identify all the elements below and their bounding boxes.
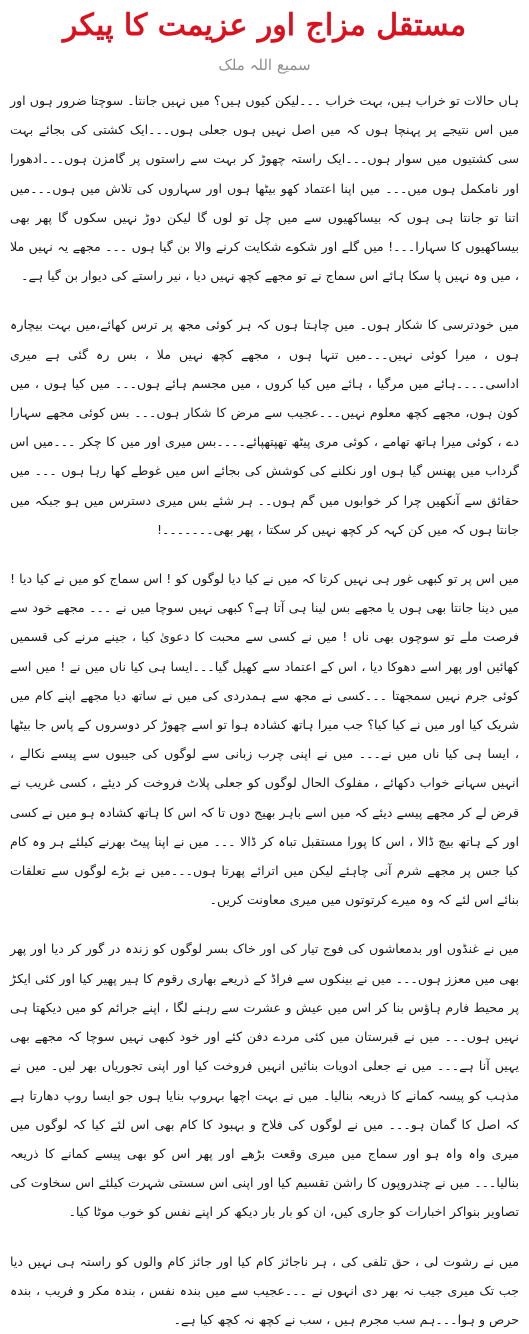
article-body (10, 86, 519, 1334)
article-paragraph: میں اس پر تو کبھی غور ہی نہیں کرتا کہ میں نے کیا دیا لوگوں کو ! اس سماج کو میں نے کیا دیا ! میں دینا جانتا بھی ہوں یا مجھے بس لینا ہی آتا ہے؟ کبھی نہیں سوچا میں نے ۔۔۔ مجھے خود سے فرصت ملے تو سوچوں بھی ناں ! میں نے کسی سے محبت کا دعویٰ کیا ، جینے مرنے کی قسمیں کھائیں اور پھر اسے دھوکا دیا ، اس کے اعتماد سے کھیل گیا۔۔۔ایسا ہی کیا ناں میں نے ! میں اسے کوئی جرم نہیں سمجھتا ۔۔۔کسی نے مجھ سے ہمدردی کی میں نے ساتھ دیا مجھے اپنے کام میں شریک کیا اور میں نے کیا کیا؟ جب میرا ہاتھ کشادہ ہوا تو اسے چھوڑ کر دوسروں کے پاس جا بیٹھا ، ایسا ہی کیا ناں میں نے۔۔۔ میں نے اپنی چرب زبانی سے لوگوں کی جیبوں سے پیسے نکالے ، انہیں سہانے خواب دکھائے ، مفلوک الحال لوگوں کو جعلی پلاٹ فروخت کر دیئے ، کسی غریب نے قرض لے کر مجھے پیسے دیئے کہ میں اسے باہر بھیج دوں تا کہ اس کا ہاتھ کشادہ ہو میں نے کسی اور کے ہاتھ بیچ ڈالا ، اس کا پورا مستقبل تباہ کر ڈالا ۔۔۔ میں نے اپنا پیٹ بھرنے کیلئے ہر وہ کام کیا جس پر مجھے شرم آنی چاہئے لیکن میں اترائے پھرتا ہوں۔۔۔میں نے بڑے لوگوں سے تعلقات بنائے اس لئے کہ وہ میرے کرتوتوں میں میری معاونت کریں۔ (10, 571, 519, 908)
article-paragraph: میں خودترسی کا شکار ہوں۔ میں چاہتا ہوں کہ ہر کوئی مجھ پر ترس کھائے،میں بہت بیچارہ ہوں ، میرا کوئی نہیں۔۔۔میں تنہا ہوں ، مجھے کچھ نہیں ملا ، بس رہ گئی ہے میری اداسی۔۔۔۔ہائے میں مرگیا ، ہائے میں کیا کروں ، میں مجسم ہائے ہوں۔۔۔ میں کیا ہوں ، میں کون ہوں، مجھے کچھ معلوم نہیں۔۔۔عجیب سے مرض کا شکار ہوں۔۔۔ بس کوئی مجھے سہارا دے ، کوئی میرا ہاتھ تھامے ، کوئی مری پیٹھ تھپتھپائے۔۔۔۔بس میری اور میں کا چکر ۔۔۔میں اس گرداب میں پھنس گیا ہوں اور نکلنے کی کوشش کی بجائے اس میں غوطے کھا رہا ہوں ۔۔۔ میں حقائق سے آنکھیں چرا کر خوابوں میں گم ہوں۔۔ ہر شئے بس میری دسترس میں ہو جبکہ میں جانتا ہوں کہ میں کن کہہ کر کچھ نہیں کر سکتا ، پھر بھی۔۔۔۔۔۔۔! (10, 317, 519, 537)
article-paragraph: میں نے غنڈوں اور بدمعاشوں کی فوج تیار کی اور خاک بسر لوگوں کو زندہ در گور کر دیا اور پھر بھی میں معزز ہوں۔۔۔ میں نے بینکوں سے فراڈ کے ذریعے بھاری رقوم کا ہیر پھیر کیا اور کئی ایکڑ پر محیط فارم ہاؤس بنا کر اس میں عیش و عشرت سے رہنے لگا ، اپنے جرائم کو میں دیکھتا ہی نہیں ہوں۔۔۔ میں نے قبرستان میں کئی مردے دفن کئے اور خود کبھی نہیں سوچا کہ مجھے بھی یہیں آنا ہے۔۔۔ میں نے جعلی ادویات بنائیں انہیں فروخت کیا اور اپنی تجوریاں بھر لیں۔ میں نے مذہب کو پیسہ کمانے کا ذریعہ بنالیا۔ میں نے بہت اچھا بہروپ بنایا ہوں جو ایسا روپ دھارتا ہے کہ اصل کا گمان ہو۔۔۔ میں نے لوگوں کی فلاح و بہبود کا کام بھی اس لئے کیا کہ لوگوں میں میری واہ واہ ہو اور سماج میں میری وقعت بڑھے اور پھر اس کو بھی پیسے کمانے کا ذریعہ بنالیا۔۔۔ میں نے چندروپوں کا راشن تقسیم کیا اور اپنی اس سستی شہرت کیلئے اس سخاوت کی تصاویر بنواکر اخبارات کو جاری کیں، ان کو بار بار دیکھ کر اپنے نفس کو خوب موٹا کیا۔ (10, 941, 519, 1220)
author-byline: سمیع اللہ ملک (218, 56, 311, 74)
article-title: مستقل مزاج اور عزیمت کا پیکر (62, 8, 467, 43)
article-paragraph: ہاں حالات تو خراب ہیں، بہت خراب ۔۔۔لیکن کیوں ہیں؟ میں نہیں جانتا۔ سوچتا ضرور ہوں اور میں اس نتیجے پر پہنچا ہوں کہ میں اصل نہیں ہوں جعلی ہوں۔۔۔ایک کشتی کی بجائے بہت سی کشتیوں میں سوار ہوں۔۔۔ایک راستہ چھوڑ کر بہت سے راستوں پر گامزن ہوں۔۔۔ادھورا اور نامکمل ہوں میں۔۔۔ میں اپنا اعتماد کھو بیٹھا ہوں اور سہاروں کی تلاش میں ہوں۔۔۔میں اتنا تو جانتا ہی ہوں کہ بیساکھیوں سے میں چل تو لوں گا لیکن دوڑ نہیں سکوں گا پھر بھی بیساکھیوں کا سہارا۔۔۔! میں گلے اور شکوے شکایت کرنے والا بن گیا ہوں ۔۔۔ مجھے یہ نہیں ملا ، میں وہ نہیں پا سکا ہائے اس سماج نے تو مجھے کچھ نہیں دیا ، نیر راستے کی دیوار بن گیا ہے۔ (10, 93, 519, 284)
article-paragraph: میں نے رشوت لی ، حق تلفی کی ، ہر ناجائز کام کیا اور جائز کام والوں کو راستہ ہی نہیں دیا جب تک میری جیب نہ بھر دی انہوں نے ۔۔۔عجیب سے میں بندہ نفس ، بندہ مکر و فریب ، بندہ حرص و ہوا۔۔۔ہم سب مجرم ہیں ، سب نے کچھ نہ کچھ کیا ہے۔ (10, 1253, 519, 1327)
